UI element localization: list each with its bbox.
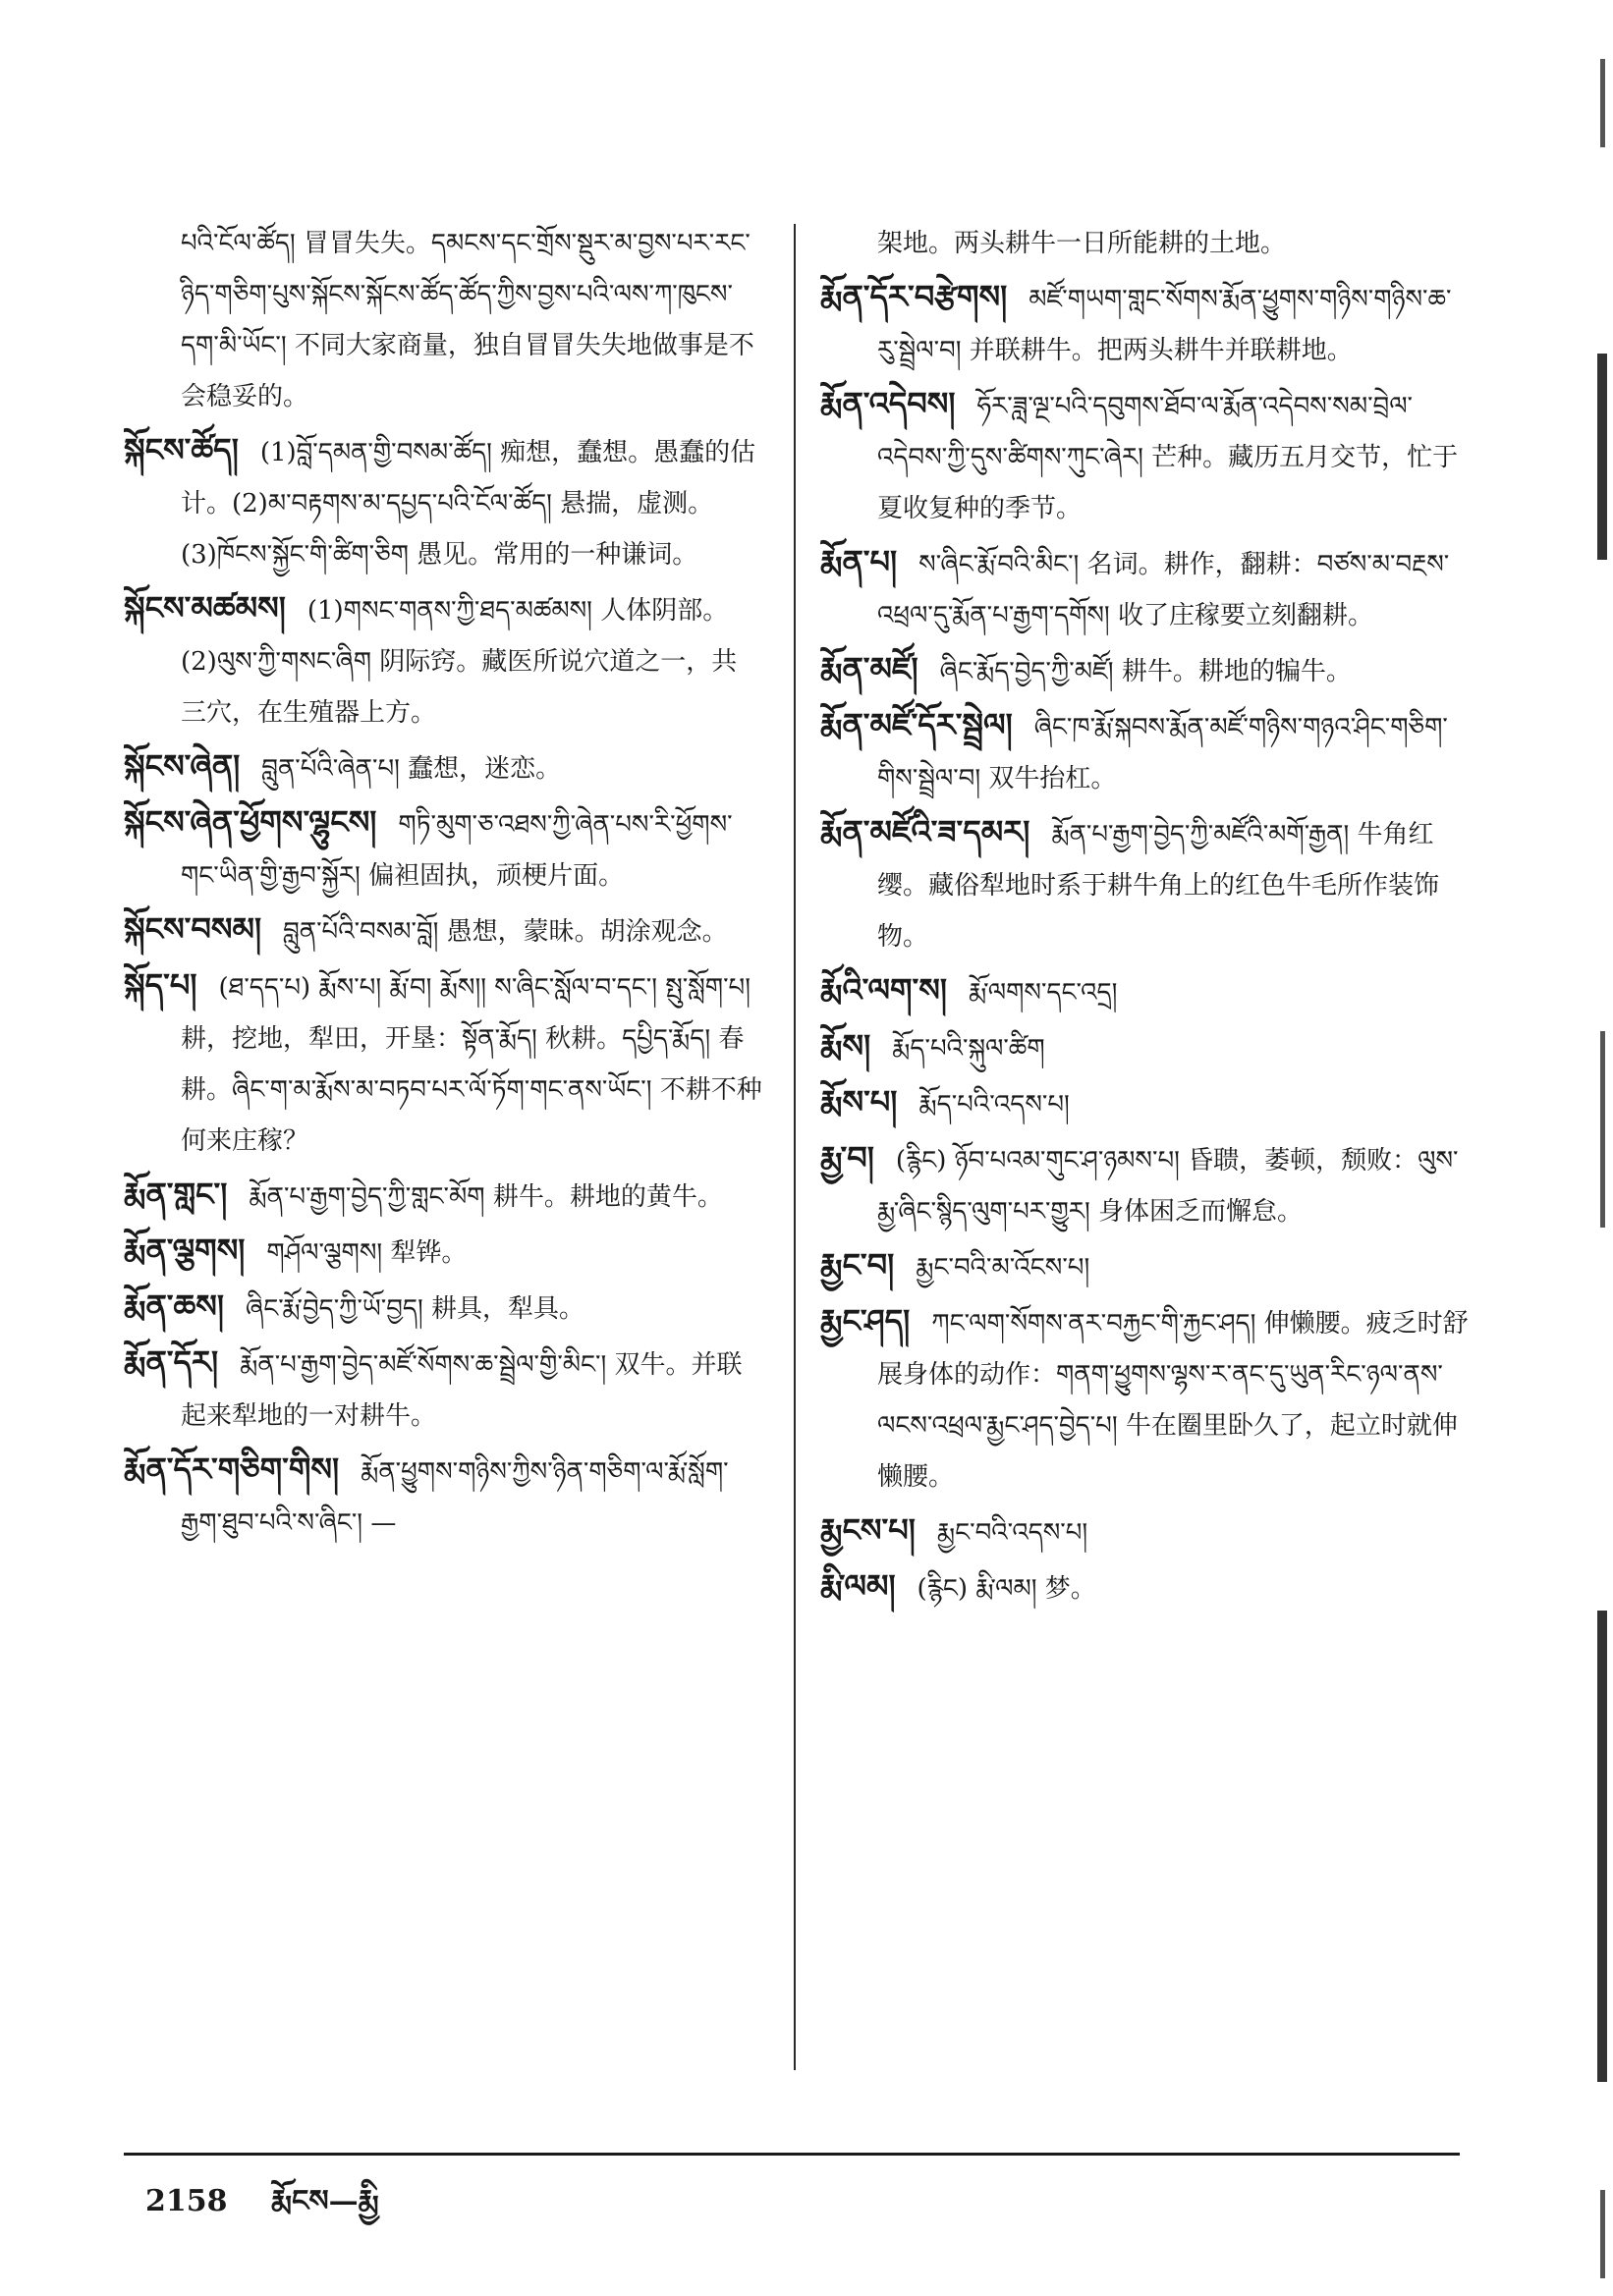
dictionary-entry: [124, 582, 762, 738]
entry-headword: རྨོས།: [820, 1027, 871, 1065]
entry-definition: བླུན་པོའི་ཞེན་པ། 蠢想，迷恋。: [261, 754, 562, 784]
dictionary-entry: [124, 1337, 762, 1442]
entry-definition: ཞིང་རྨོད་བྱེད་ཀྱི་མཛོ། 耕牛。耕地的犏牛。: [939, 657, 1352, 686]
entry-definition: མཛོ་གཡག་གླང་སོགས་རྨོན་ཕྱུགས་གཉིས་གཉིས་ཆ་རུ་སྦྲེལ་བ། 并联耕牛。把两头耕牛并联耕地。: [877, 285, 1452, 365]
dictionary-entry: [124, 1225, 762, 1279]
entry-headword: རྨྱ་བ།: [820, 1139, 874, 1176]
dictionary-entry: [820, 218, 1469, 269]
left-column: [124, 218, 762, 2064]
right-column: [820, 218, 1469, 2064]
dictionary-entry: [820, 643, 1469, 697]
entry-definition: (1)བློ་དམན་གྱི་བསམ་ཚོད། 痴想，蠢想。愚蠢的估计。(2)མ་བརྟགས་མ་དཔྱད་པའི་ངོལ་ཚོད། 悬揣，虚测。(3)ཁོངས་སྐྱོང་གི་ཚིག་ཅིག 愚见。常用的一种谦词。: [181, 438, 756, 570]
entry-definition: 架地。两头耕牛一日所能耕的土地。: [877, 229, 1287, 258]
dictionary-entry: [124, 1444, 762, 1549]
entry-headword: རྨོན་གླང་།: [124, 1175, 228, 1213]
entry-definition: རྨོན་པ་རྒྱག་བྱེད་ཀྱི་མཛོའི་མགོ་རྒྱན། 牛角红缨。藏俗犁地时系于耕牛角上的红色牛毛所作装饰物。: [877, 820, 1440, 952]
dictionary-entry: [820, 964, 1469, 1018]
page-number: 2158: [145, 2184, 228, 2218]
dictionary-entry: [820, 1295, 1469, 1503]
entry-headword: རྨོན་མཛོ་དོར་སྦྲེལ།: [820, 706, 1013, 743]
entry-headword: སྐོངས་བསམ།: [124, 910, 262, 948]
dictionary-entry: [820, 1239, 1469, 1293]
entry-definition: (ཐ་དད་པ) རྨོས་པ། རྨོ་བ། རྨོས།། ས་ཞིང་སློལ་བ་དང་། སྤུ་སློག་པ། 耕，挖地，犁田，开垦：སྟོན་རྨོད། 秋耕。དཔྱིད་རྨོད། 春耕。ཞིང་ག་མ་རྨོས་མ་བཏབ་པར་ལོ་ཏོག་གང་ནས་ཡོང་། 不耕不种何来庄稼？: [181, 973, 762, 1156]
dictionary-entry: [820, 1076, 1469, 1130]
dictionary-entry: [820, 271, 1469, 376]
dictionary-entry: [124, 903, 762, 957]
dictionary-entry: [820, 378, 1469, 534]
entry-definition: གཤོལ་ལྕགས། 犁铧。: [266, 1238, 468, 1268]
entry-headword: སྐོངས་ཚོད།: [124, 431, 239, 468]
dictionary-entry: [820, 536, 1469, 641]
entry-headword: རྨོས་པ།: [820, 1083, 898, 1121]
dictionary-entry: [820, 806, 1469, 962]
entry-definition: (1)གསང་གནས་ཀྱི་ཐད་མཚམས། 人体阴部。(2)ལུས་ཀྱི་གསང་ཞིག 阴际窍。藏医所说穴道之一，共三穴，在生殖器上方。: [181, 596, 738, 728]
entry-definition: རྨོན་པ་རྒྱག་བྱེད་མཛོ་སོགས་ཆ་སྦྲེལ་གྱི་མིང་། 双牛。并联起来犁地的一对耕牛。: [181, 1350, 743, 1431]
dictionary-entry: [820, 1132, 1469, 1237]
entry-headword: རྨོའི་ལག་ས།: [820, 971, 947, 1009]
entry-headword: རྨོན་མཛོའི་ཟ་དམར།: [820, 813, 1030, 850]
entry-headword: རྨོན་འདེབས།: [820, 385, 956, 422]
entry-definition: པའི་ངོལ་ཚོད། 冒冒失失。དམངས་དང་གྲོས་སྡུར་མ་བྱས་པར་རང་ཉིད་གཅིག་པུས་སྐོངས་སྐོངས་ཚོད་ཚོད་ཀྱིས་བྱས་པའི་ལས་ཀ་ཁུངས་དག་མི་ཡོང་། 不同大家商量，独自冒冒失失地做事是不会稳妥的。: [181, 229, 754, 411]
entry-headword: རྨོན་མཛོ།: [820, 650, 918, 687]
dictionary-entry: [820, 1020, 1469, 1074]
dictionary-entry: [820, 699, 1469, 804]
dictionary-entry: [820, 1560, 1469, 1614]
dictionary-entry: [124, 959, 762, 1167]
dictionary-entry: [820, 1504, 1469, 1558]
entry-definition: ཀང་ལག་སོགས་ནར་བརྐྱང་གི་རྐྱང་ཤད། 伸懒腰。疲乏时舒展身体的动作：གནག་ཕྱུགས་ལྷས་ར་ནང་དུ་ཡུན་རིང་ཉལ་ནས་ལངས་འཕྲལ་རྨྱང་ཤད་བྱེད་པ། 牛在圈里卧久了，起立时就伸懒腰。: [877, 1309, 1469, 1492]
entry-headword: རྨོན་ཆས།: [124, 1287, 225, 1325]
entry-definition: (རྙིང) རྨི་ལམ། 梦。: [917, 1574, 1096, 1604]
entry-headword: རྨོན་དོར།: [124, 1343, 219, 1381]
entry-headword: སྐོངས་མཚམས།: [124, 589, 286, 627]
entry-headword: རྨྱངས་པ།: [820, 1511, 916, 1549]
entry-headword: རྨྱང་བ།: [820, 1246, 895, 1284]
entry-headword: སྐོངས་ཞེན།: [124, 747, 241, 785]
footer-rule: [124, 2153, 1460, 2156]
entry-definition: ཞིང་ཁ་རྨོ་སྐབས་རྨོན་མཛོ་གཉིས་གཉའ་ཤིང་གཅིག་གིས་སྦྲེལ་བ། 双牛抬杠。: [877, 713, 1448, 793]
entry-headword: སྐོངས་ཞེན་ཕྱོགས་ལྷུངས།: [124, 803, 377, 841]
entry-headword: རྨོན་དོར་བརྩེགས།: [820, 278, 1008, 315]
entry-headword: རྨོན་ལྕགས།: [124, 1231, 246, 1269]
entry-definition: རྨྱང་བའི་འདས་པ།: [936, 1518, 1088, 1548]
entry-definition: གཏི་མུག་ཅ་འཐས་ཀྱི་ཞེན་པས་རི་ཕྱོགས་གང་ཡིན་གྱི་རྒྱབ་སྐྱོར། 偏袒固执，顽梗片面。: [181, 810, 733, 891]
dictionary-entry: [124, 1169, 762, 1223]
dictionary-entry: [124, 218, 762, 422]
entry-definition: བླུན་པོའི་བསམ་བློ། 愚想，蒙昧。胡涂观念。: [283, 917, 728, 947]
entry-headword: རྨོན་པ།: [820, 543, 898, 580]
entry-definition: ས་ཞིང་རྨོ་བའི་མིང་། 名词。耕作，翻耕：བཙས་མ་བརྔས་འཕྲལ་དུ་རྨོན་པ་རྒྱག་དགོས། 收了庄稼要立刻翻耕。: [877, 550, 1450, 630]
dictionary-entry: [124, 424, 762, 580]
entry-definition: རྨྱང་བའི་མ་འོངས་པ།: [916, 1253, 1090, 1283]
entry-definition: ཞིང་རྨོ་བྱེད་ཀྱི་ཡོ་བྱད། 耕具，犁具。: [246, 1294, 584, 1324]
page-footer: [145, 2168, 413, 2251]
entry-headword: སྐོད་པ།: [124, 966, 197, 1004]
dictionary-entry: [124, 796, 762, 902]
column-divider: [794, 224, 796, 2070]
entry-headword: རྨོན་དོར་གཅིག་གིས།: [124, 1450, 340, 1488]
entry-definition: རྨོད་པའི་སྐུལ་ཚིག: [892, 1034, 1045, 1064]
dictionary-entry: [124, 1281, 762, 1335]
entry-definition: ཧོར་ཟླ་ལྔ་པའི་དབུགས་ཐོབ་ལ་རྨོན་འདེབས་སམ་བྲེལ་འདེབས་ཀྱི་དུས་ཚིགས་ཀུང་ཞེར། 芒种。藏历五月交节，忙于夏收复种的季节。: [877, 392, 1459, 523]
dictionary-entry: [124, 740, 762, 794]
entry-definition: (རྙིང) ཉོབ་པའམ་གུང་ཤ་ཉམས་པ། 昏聩，萎顿，颓败：ལུས་རྨྱ་ཞིང་སྙིད་ལུག་པར་གྱུར། 身体困乏而懈怠。: [877, 1146, 1459, 1227]
entry-headword: རྨྱང་ཤད།: [820, 1302, 911, 1339]
scan-edge-marks: [1587, 0, 1613, 2296]
entry-headword: རྨི་ལམ།: [820, 1567, 896, 1605]
entry-definition: རྨོ་ལགས་དང་འདྲ།: [968, 978, 1118, 1008]
entry-definition: རྨོན་པ་རྒྱག་བྱེད་ཀྱི་གླང་མོག 耕牛。耕地的黄牛。: [249, 1182, 723, 1212]
headword-range: རྨོངས—རྨྱི: [270, 2184, 379, 2218]
entry-definition: རྨོན་ཕྱུགས་གཉིས་ཀྱིས་ཉིན་གཅིག་ལ་རྨོ་སློག་རྒྱག་ཐུབ་པའི་ས་ཞིང་། —: [181, 1457, 729, 1538]
entry-definition: རྨོད་པའི་འདས་པ།: [918, 1090, 1070, 1120]
